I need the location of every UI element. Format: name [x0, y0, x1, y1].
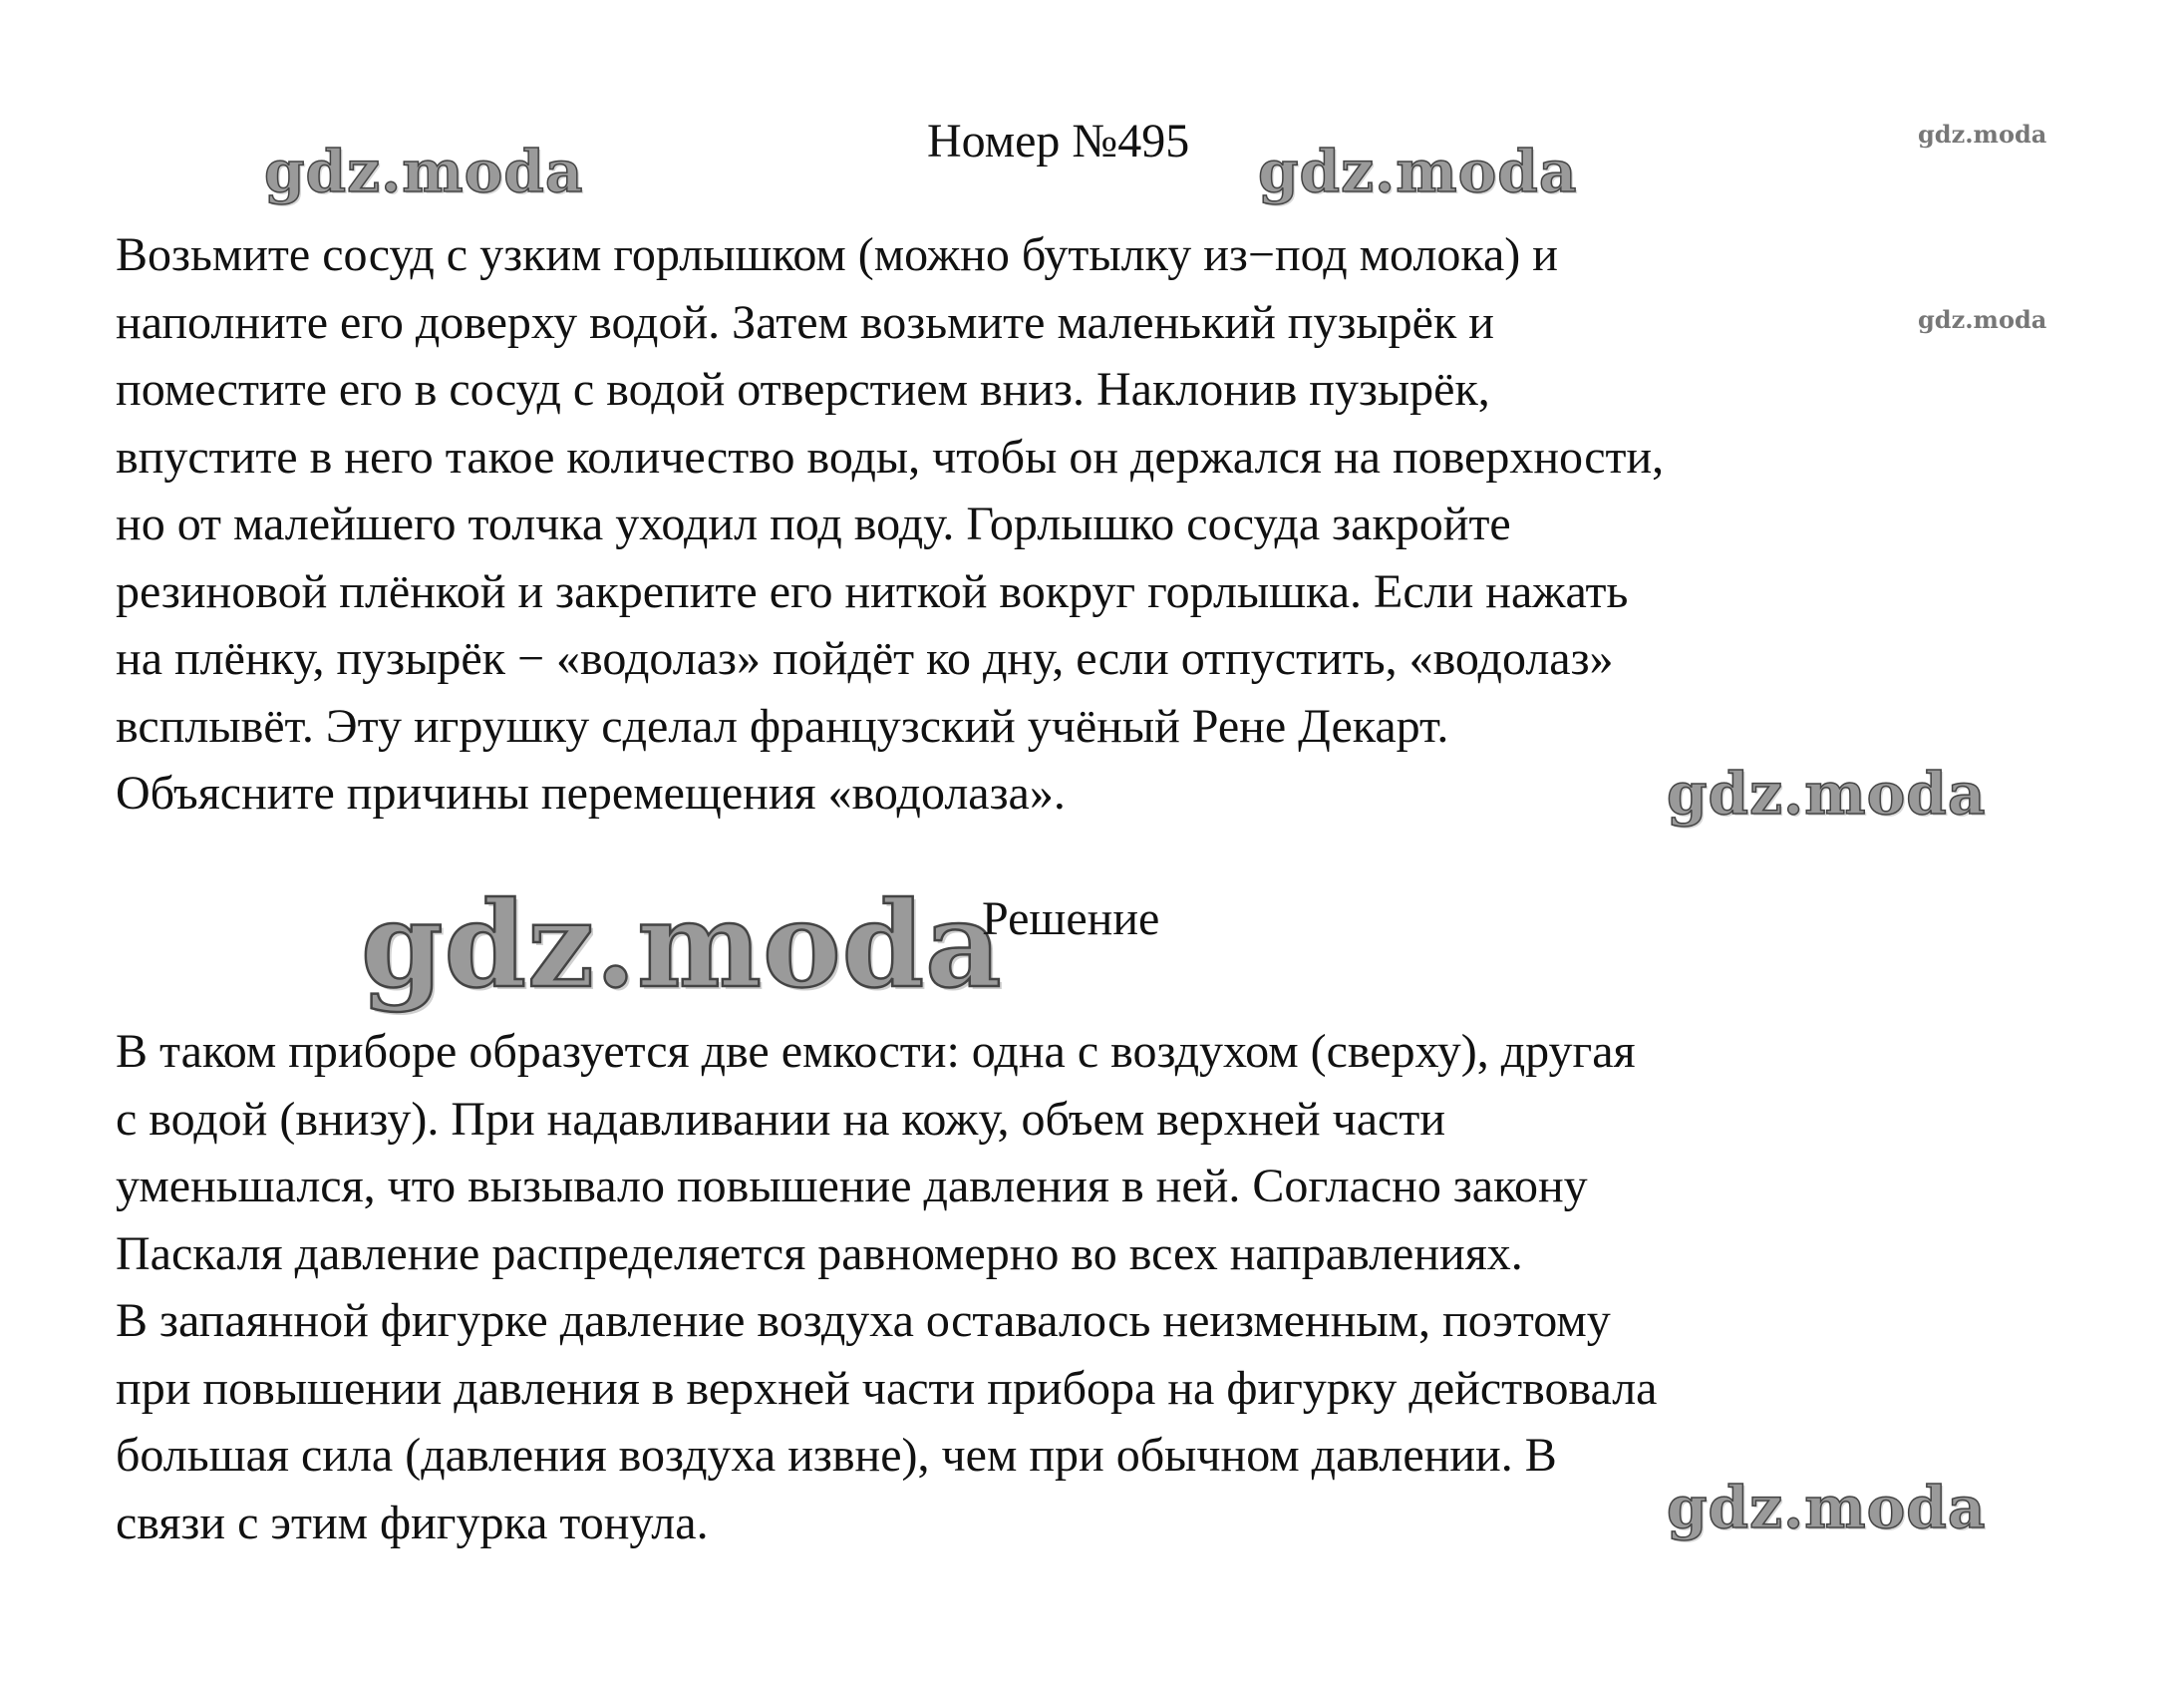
solution-line: большая сила (давления воздуха извне), чем при обычном давлении. В — [116, 1429, 1557, 1482]
watermark-small-right: gdz.moda — [1918, 305, 2047, 334]
solution-text — [116, 1018, 1657, 1556]
page-title: Номер №495 — [927, 115, 1190, 168]
watermark-small-top-right: gdz.moda — [1918, 120, 2047, 149]
solution-line: В запаянной фигурке давление воздуха оставалось неизменным, поэтому — [116, 1294, 1611, 1347]
solution-line: с водой (внизу). При надавливании на кожу, объем верхней части — [116, 1092, 1446, 1146]
solution-line: при повышении давления в верхней части прибора на фигурку действовала — [116, 1361, 1658, 1415]
solution-line: Паскаля давление распределяется равномерно во всех направлениях. — [116, 1226, 1523, 1280]
task-line: Возьмите сосуд с узким горлышком (можно бутылку из−под молока) и — [116, 228, 1558, 281]
solution-line: связи с этим фигурка тонула. — [116, 1496, 709, 1549]
solution-line: В таком приборе образуется две емкости: одна с воздухом (сверху), другая — [116, 1025, 1636, 1078]
task-line: наполните его доверху водой. Затем возьмите маленький пузырёк и — [116, 295, 1494, 349]
watermark-logo-top-left: gdz.moda — [264, 138, 584, 205]
task-line: поместите его в сосуд с водой отверстием вниз. Наклонив пузырёк, — [116, 363, 1490, 416]
task-line: Объясните причины перемещения «водолаза». — [116, 767, 1066, 820]
task-text — [116, 221, 1664, 828]
task-line: на плёнку, пузырёк − «водолаз» пойдёт ко дну, если отпустить, «водолаз» — [116, 632, 1614, 685]
watermark-logo-top-center: gdz.moda — [1258, 138, 1578, 205]
watermark-logo-bottom-right: gdz.moda — [1667, 1474, 1987, 1541]
solution-heading: Решение — [982, 892, 1160, 945]
watermark-logo-large: gdz.moda — [361, 875, 1003, 1014]
watermark-logo-mid-right: gdz.moda — [1667, 760, 1987, 828]
task-line: впустите в него такое количество воды, чтобы он держался на поверхности, — [116, 430, 1665, 484]
task-line: всплывёт. Эту игрушку сделал французский учёный Рене Декарт. — [116, 699, 1449, 753]
task-line: резиновой плёнкой и закрепите его ниткой вокруг горлышка. Если нажать — [116, 564, 1629, 618]
solution-line: уменьшался, что вызывало повышение давления в ней. Согласно закону — [116, 1160, 1588, 1212]
task-line: но от малейшего толчка уходил под воду. Горлышко сосуда закройте — [116, 498, 1511, 550]
